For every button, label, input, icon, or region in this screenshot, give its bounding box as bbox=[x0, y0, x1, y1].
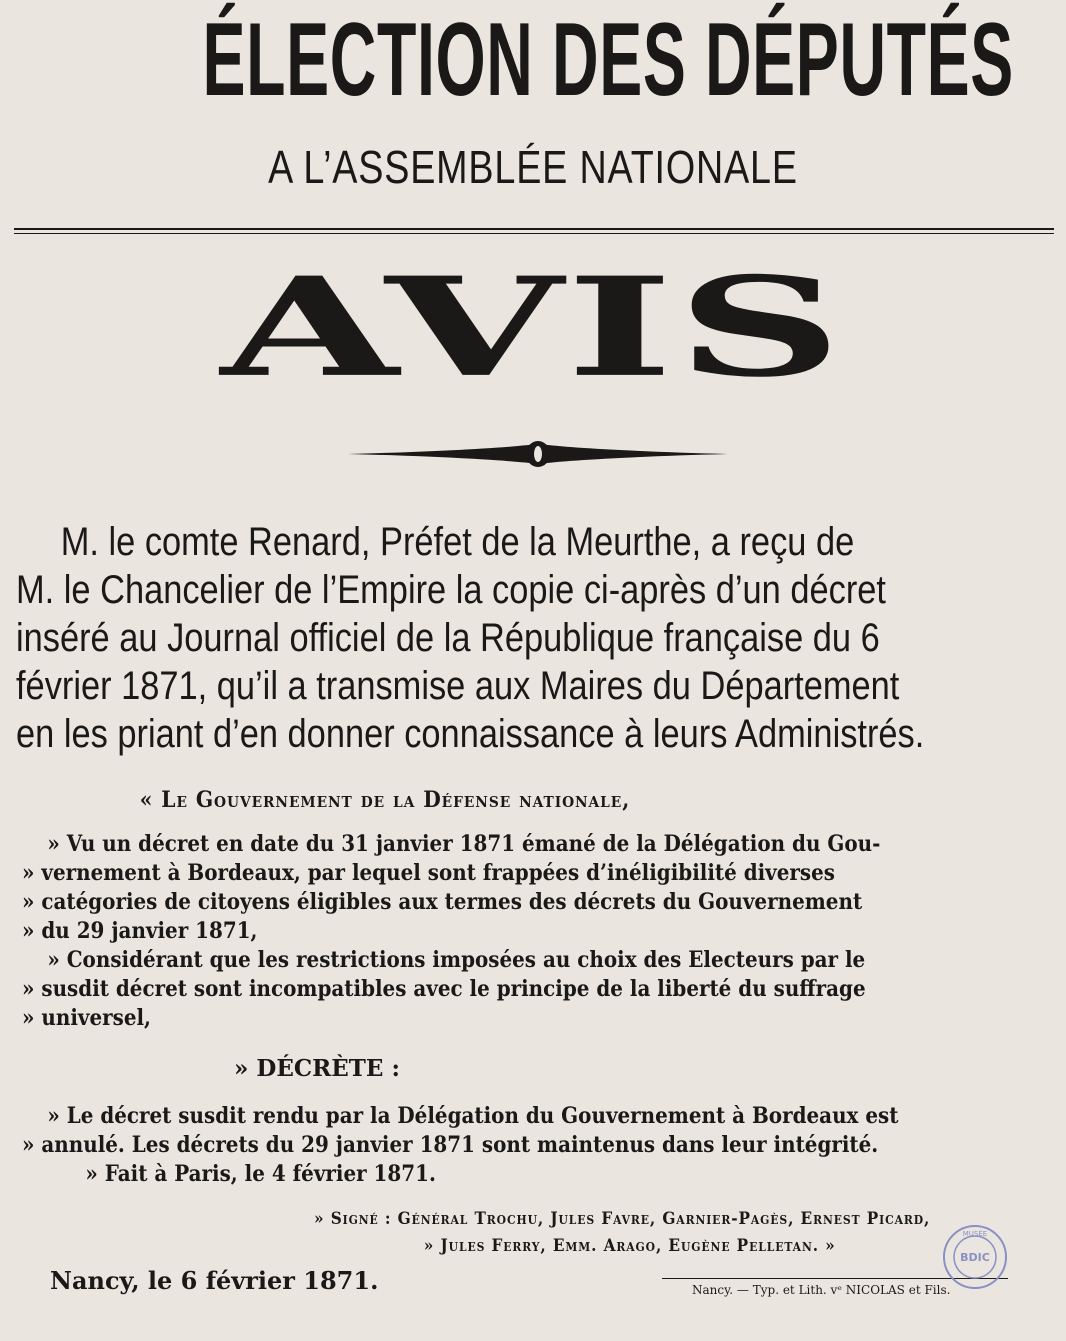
decree-line: » universel, bbox=[22, 1005, 151, 1031]
decree-line: » Le décret susdit rendu par la Délégation du Gouvernement à Bordeaux est bbox=[47, 1103, 899, 1129]
library-stamp bbox=[940, 1222, 1010, 1292]
header-rule-thick bbox=[14, 228, 1054, 230]
decrees-label-block bbox=[22, 1054, 1062, 1083]
decree-preamble: « Le Gouvernement de la Défense nationale, bbox=[139, 787, 631, 813]
poster-subtitle: A L’ASSEMBLÉE NATIONALE bbox=[268, 141, 798, 193]
notice-heading: AVIS bbox=[220, 246, 846, 408]
stamp-top-text: MUSÉE bbox=[962, 1230, 988, 1238]
signatory-line: » Signé : Général Trochu, Jules Favre, Garnier-Pagès, Ernest Picard, bbox=[314, 1209, 931, 1229]
intro-line: M. le comte Renard, Préfet de la Meurthe, a reçu de bbox=[60, 520, 855, 564]
signatory-line: » Jules Ferry, Emm. Arago, Eugène Pelletan. » bbox=[423, 1236, 836, 1256]
intro-paragraph bbox=[16, 518, 1054, 758]
place-date: Nancy, le 6 février 1871. bbox=[50, 1266, 379, 1295]
intro-line: en les priant d’en donner connaissance à leurs Administrés. bbox=[16, 712, 925, 756]
decree-line: » catégories de citoyens éligibles aux termes des décrets du Gouvernement bbox=[22, 889, 863, 915]
poster-title: ÉLECTION DES DÉPUTÉS bbox=[202, 2, 1014, 118]
decrees-label: » DÉCRÈTE : bbox=[234, 1055, 400, 1082]
signatories bbox=[314, 1206, 999, 1260]
decree-articles bbox=[22, 1102, 1062, 1189]
printer-imprint: Nancy. — Typ. et Lith. vᵉ NICOLAS et Fils. bbox=[692, 1283, 951, 1297]
decree-line: » vernement à Bordeaux, par lequel sont frappées d’inéligibilité diverses bbox=[22, 860, 835, 886]
header-rule-thin bbox=[14, 233, 1054, 234]
intro-line: inséré au Journal officiel de la République française du 6 bbox=[16, 616, 880, 660]
decree-line: » susdit décret sont incompatibles avec le principe de la liberté du suffrage bbox=[22, 976, 866, 1002]
intro-line: M. le Chancelier de l’Empire la copie ci-après d’un décret bbox=[16, 568, 886, 612]
decree-line: » Considérant que les restrictions imposées au choix des Electeurs par le bbox=[47, 947, 866, 973]
decree-line: » Fait à Paris, le 4 février 1871. bbox=[85, 1161, 436, 1187]
ornament-divider bbox=[348, 436, 728, 472]
decree-considerations bbox=[22, 830, 1062, 1033]
stamp-center-text: BDIC bbox=[960, 1251, 990, 1264]
intro-line: février 1871, qu’il a transmise aux Maires du Département bbox=[16, 664, 900, 708]
decree-line: » du 29 janvier 1871, bbox=[22, 918, 258, 944]
decree-line: » Vu un décret en date du 31 janvier 1871 émané de la Délégation du Gou- bbox=[47, 831, 881, 857]
decree-line: » annulé. Les décrets du 29 janvier 1871 sont maintenus dans leur intégrité. bbox=[22, 1132, 879, 1158]
